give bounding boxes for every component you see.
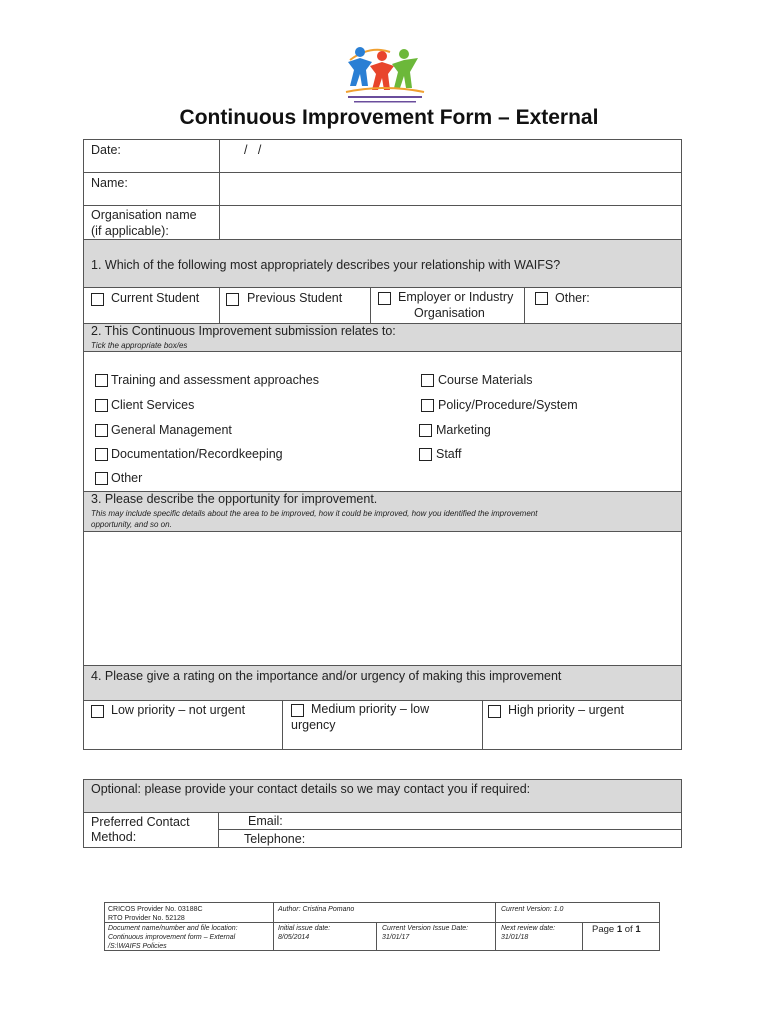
other-relationship-label: Other: (555, 291, 590, 305)
medium-priority-checkbox[interactable] (291, 704, 304, 717)
general-management-label: General Management (111, 423, 232, 437)
footer-cricos: CRICOS Provider No. 03188C (108, 906, 203, 913)
email-label: Email: (248, 814, 283, 828)
marketing-checkbox[interactable] (419, 424, 432, 437)
organisation-input[interactable] (219, 205, 682, 240)
low-priority-checkbox[interactable] (91, 705, 104, 718)
date-label: Date: (91, 143, 121, 157)
footer-initial-issue-value: 8/05/2014 (278, 934, 310, 941)
client-services-label: Client Services (111, 398, 195, 412)
documentation-label: Documentation/Recordkeeping (111, 447, 283, 461)
employer-label-line2: Organisation (414, 306, 485, 320)
footer-doc-line2: Continuous improvement form – External (108, 934, 236, 941)
previous-student-label: Previous Student (247, 291, 343, 305)
medium-priority-label-line2: urgency (291, 718, 336, 732)
footer-author: Author: Cristina Pomano (278, 906, 355, 913)
high-priority-checkbox[interactable] (488, 705, 501, 718)
q4-question: 4. Please give a rating on the importance and/or urgency of making this improvement (91, 669, 562, 683)
other-area-label: Other (111, 471, 143, 485)
documentation-checkbox[interactable] (95, 448, 108, 461)
low-priority-label: Low priority – not urgent (111, 703, 246, 717)
client-services-checkbox[interactable] (95, 399, 108, 412)
contact-intro: Optional: please provide your contact details so we may contact you if required: (91, 782, 531, 796)
footer-doc-line3: /S:\WAIFS Policies (108, 943, 167, 950)
footer-current-version: Current Version: 1.0 (501, 906, 564, 913)
contact-method-line1: Preferred Contact (91, 815, 190, 829)
org-label-line1: Organisation name (91, 208, 197, 222)
q2-question: 2. This Continuous Improvement submission relates to: (91, 324, 396, 338)
name-label: Name: (91, 176, 128, 190)
org-label-line2: (if applicable): (91, 224, 169, 238)
footer-current-issue-label: Current Version Issue Date: (382, 925, 469, 932)
form-title: Continuous Improvement Form – External (179, 106, 599, 129)
general-management-checkbox[interactable] (95, 424, 108, 437)
contact-method-line2: Method: (91, 830, 137, 844)
high-priority-label: High priority – urgent (508, 703, 625, 717)
q3-hint-line2: opportunity, and so on. (91, 520, 172, 529)
page-total: 1 (635, 924, 641, 935)
employer-checkbox[interactable] (378, 292, 391, 305)
email-field[interactable] (218, 812, 682, 830)
date-input[interactable] (219, 139, 682, 173)
course-materials-checkbox[interactable] (421, 374, 434, 387)
telephone-label: Telephone: (244, 832, 306, 846)
q3-hint-line1: This may include specific details about the area to be improved, how it could be improved, how you identified the improvement (91, 509, 538, 518)
marketing-label: Marketing (436, 423, 491, 437)
page-prefix: Page (592, 924, 617, 935)
page-mid: of (622, 924, 636, 935)
date-value: / / (244, 143, 262, 157)
name-input[interactable] (219, 172, 682, 206)
page-current: 1 (616, 924, 623, 935)
current-student-checkbox[interactable] (91, 293, 104, 306)
footer-next-review-value: 31/01/18 (501, 934, 529, 941)
q2-hint: Tick the appropriate box/es (91, 341, 188, 350)
footer-next-review-label: Next review date: (501, 925, 556, 932)
improvement-description-input[interactable] (83, 531, 682, 666)
waifs-logo (340, 40, 430, 108)
q3-question: 3. Please describe the opportunity for improvement. (91, 492, 378, 506)
q1-question: 1. Which of the following most appropriately describes your relationship with WAIFS? (91, 258, 561, 272)
training-checkbox[interactable] (95, 374, 108, 387)
footer-rto: RTO Provider No. 52128 (108, 915, 185, 922)
other-area-checkbox[interactable] (95, 472, 108, 485)
policy-label: Policy/Procedure/System (438, 398, 578, 412)
employer-label-line1: Employer or Industry (398, 290, 514, 304)
staff-label: Staff (436, 447, 462, 461)
policy-checkbox[interactable] (421, 399, 434, 412)
training-label: Training and assessment approaches (111, 373, 319, 387)
previous-student-checkbox[interactable] (226, 293, 239, 306)
staff-checkbox[interactable] (419, 448, 432, 461)
current-student-label: Current Student (111, 291, 200, 305)
footer-doc-line1: Document name/number and file location: (108, 925, 238, 932)
course-materials-label: Course Materials (438, 373, 533, 387)
page-indicator (592, 924, 641, 935)
footer-current-issue-value: 31/01/17 (382, 934, 410, 941)
footer-initial-issue-label: Initial issue date: (278, 925, 331, 932)
other-relationship-checkbox[interactable] (535, 292, 548, 305)
medium-priority-label-line1: Medium priority – low (311, 702, 430, 716)
